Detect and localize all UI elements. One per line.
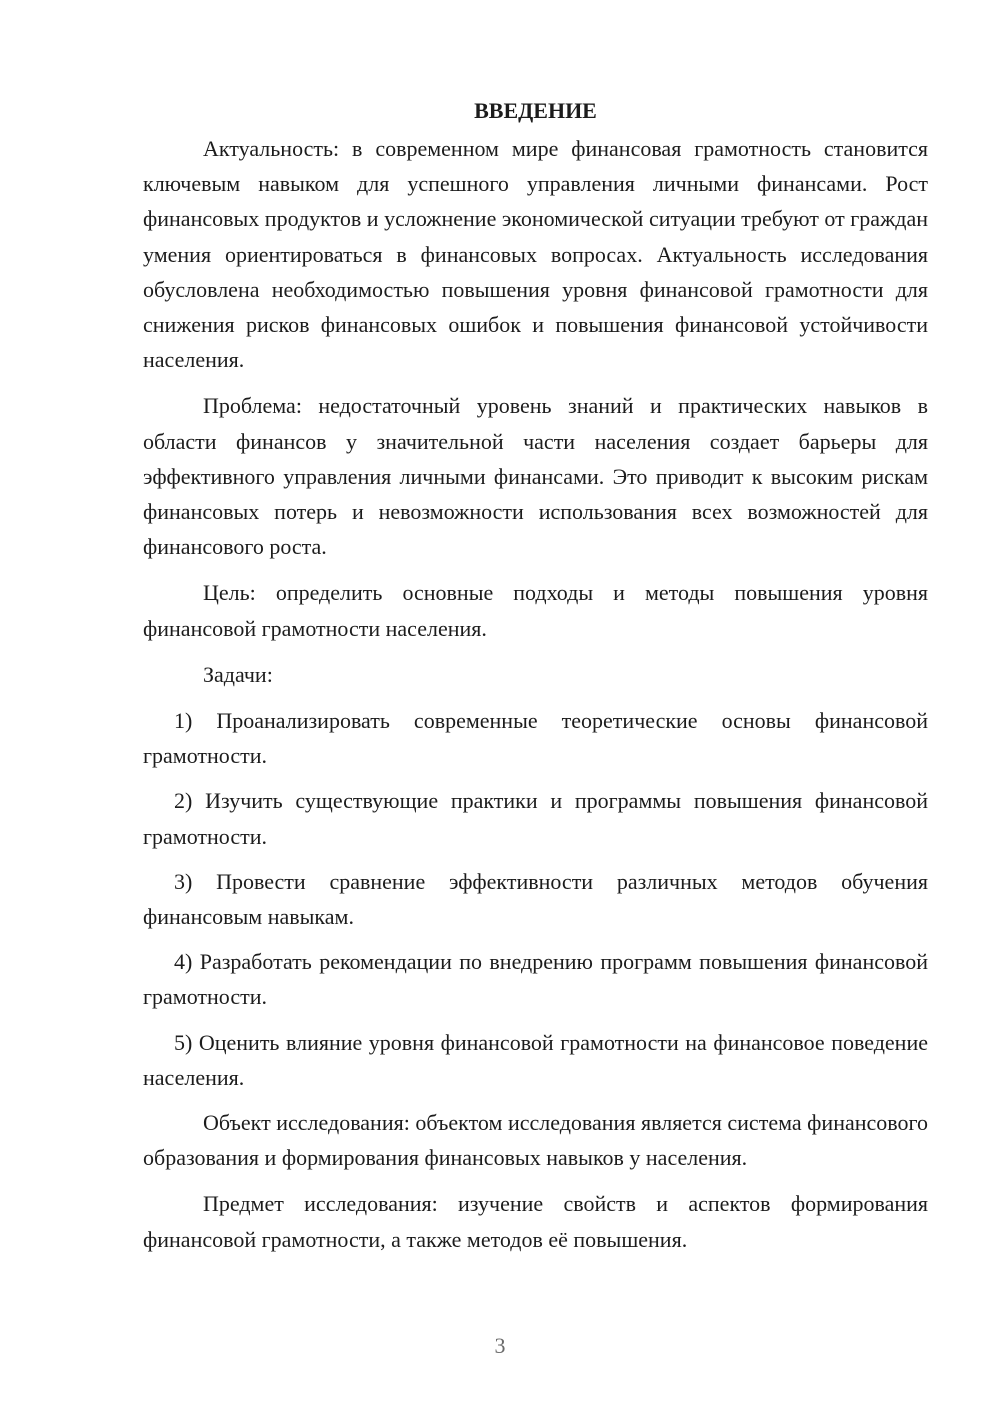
list-item: 2) Изучить существующие практики и программы повышения финансовой грамотности. [143, 788, 928, 849]
section-title: ВВЕДЕНИЕ [474, 98, 597, 123]
object-paragraph: Объект исследования: объектом исследования является система финансового образования и формирования финансовых навыков у населения. [143, 1110, 928, 1171]
list-item: 4) Разработать рекомендации по внедрению программ повышения финансовой грамотности. [143, 949, 928, 1010]
list-item: 3) Провести сравнение эффективности различных методов обучения финансовым навыкам. [143, 868, 928, 930]
list-item: 1) Проанализировать современные теоретические основы финансовой грамотности. [143, 708, 928, 769]
tasks-heading: Задачи: [203, 661, 273, 687]
tasks-list [143, 703, 928, 1095]
goal-paragraph: Цель: определить основные подходы и методы повышения уровня финансовой грамотности населения. [143, 580, 928, 641]
page-number: 3 [494, 1333, 506, 1358]
list-item: 5) Оценить влияние уровня финансовой грамотности на финансовое поведение населения. [143, 1029, 928, 1090]
relevance-paragraph: Актуальность: в современном мире финансовая грамотность становится ключевым навыком для успешного управления личными финансами. Рост финансовых продуктов и усложнение экономической ситуации требуют от граждан умения ориентироваться в финансовых вопросах. Актуальность исследования обусловлена необходимостью повышения уровня финансовой грамотности для снижения рисков финансовых ошибок и повышения финансовой устойчивости населения. [143, 136, 928, 373]
subject-paragraph: Предмет исследования: изучение свойств и аспектов формирования финансовой грамотности, а также методов её повышения. [143, 1191, 928, 1252]
document-body [143, 96, 928, 1268]
problem-paragraph: Проблема: недостаточный уровень знаний и практических навыков в области финансов у значительной части населения создает барьеры для эффективного управления личными финансами. Это приводит к высоким рискам финансовых потерь и невозможности использования всех возможностей для финансового роста. [143, 393, 928, 560]
